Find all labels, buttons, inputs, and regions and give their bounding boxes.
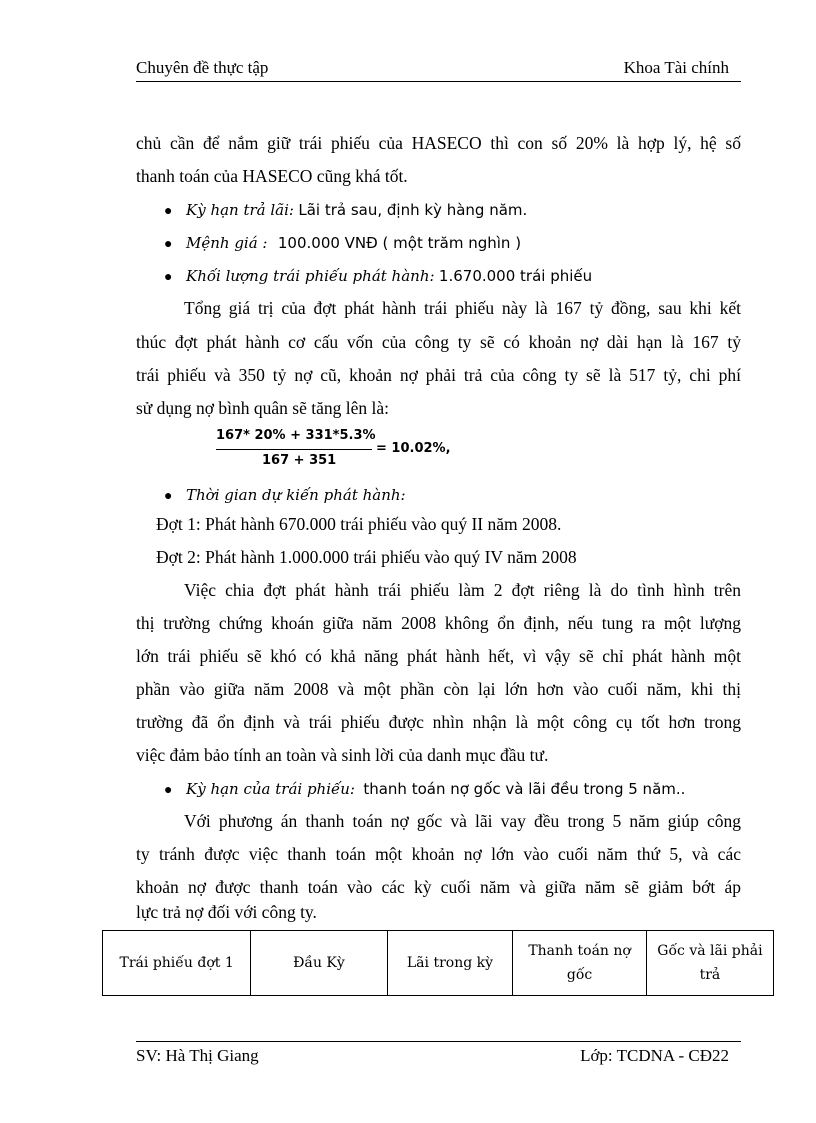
bullet-label: Kỳ hạn trả lãi: xyxy=(186,201,294,219)
bullet-icon: ● xyxy=(164,204,173,219)
p3-line6: việc đảm bảo tính an toàn và sinh lời của danh mục đầu tư. xyxy=(136,745,549,765)
p2-line3: trái phiếu và 350 tỷ nợ cũ, khoản nợ phải trả của công ty sẽ là 517 tỷ, chi phí xyxy=(136,365,741,385)
p4-line3: khoản nợ được thanh toán vào các kỳ cuối năm và giữa năm sẽ giảm bớt áp xyxy=(136,877,741,897)
p3-line4: phần vào giữa năm 2008 và một phần còn lại lớn hơn vào cuối năm, khi thị xyxy=(136,679,741,699)
bullet-label: Kỳ hạn của trái phiếu: xyxy=(186,780,355,798)
bullet-item-face-value xyxy=(186,232,521,253)
bullet-label: Khối lượng trái phiếu phát hành: xyxy=(186,267,435,285)
header-rule xyxy=(136,81,741,82)
issue-phase-2: Đợt 2: Phát hành 1.000.000 trái phiếu vào quý IV năm 2008 xyxy=(156,547,577,567)
p2-line2: thúc đợt phát hành cơ cấu vốn của công ty sẽ có khoản nợ dài hạn là 167 tỷ xyxy=(136,332,741,352)
p2-line1: Tổng giá trị của đợt phát hành trái phiếu này là 167 tỷ đồng, sau khi kết xyxy=(184,298,741,318)
p1-line2: thanh toán của HASECO cũng khá tốt. xyxy=(136,166,408,186)
p1-line1: chủ cần để nắm giữ trái phiếu của HASECO thì con số 20% là hợp lý, hệ số xyxy=(136,133,741,153)
bullet-value: thanh toán nợ gốc và lãi đều trong 5 năm.. xyxy=(363,780,686,798)
bullet-value: 100.000 VNĐ ( một trăm nghìn ) xyxy=(277,234,522,252)
footer-rule xyxy=(136,1041,741,1042)
bullet-value: Lãi trả sau, định kỳ hàng năm. xyxy=(298,201,528,219)
formula-numerator: 167* 20% + 331*5.3% xyxy=(216,428,376,443)
footer-left: SV: Hà Thị Giang xyxy=(136,1046,259,1065)
table-header-cell: Lãi trong kỳ xyxy=(387,931,513,996)
bullet-icon: ● xyxy=(164,489,173,504)
table-header-cell: Gốc và lãi phải trả xyxy=(646,931,773,996)
header-right: Khoa Tài chính xyxy=(623,58,729,77)
p2-line4: sử dụng nợ bình quân sẽ tăng lên là: xyxy=(136,398,390,418)
p3-line3: lớn trái phiếu sẽ khó có khả năng phát hành hết, vì vậy sẽ chỉ phát hành một xyxy=(136,646,741,666)
bullet-icon: ● xyxy=(164,783,173,798)
bullet-item-volume xyxy=(186,265,592,286)
bullet-label: Thời gian dự kiến phát hành: xyxy=(186,486,406,504)
repayment-table xyxy=(102,930,774,996)
bullet-item-issue-time xyxy=(186,484,406,505)
bullet-value: 1.670.000 trái phiếu xyxy=(438,267,593,285)
bullet-item-bond-term xyxy=(186,778,685,799)
p4-line4: lực trả nợ đối với công ty. xyxy=(136,902,317,922)
p3-line5: trường đã ổn định và trái phiếu được nhìn nhận là một công cụ tốt hơn trong xyxy=(136,712,741,732)
footer-right: Lớp: TCDNA - CĐ22 xyxy=(580,1046,729,1065)
page-footer xyxy=(136,1046,741,1068)
formula-result: = 10.02%, xyxy=(376,441,451,456)
page-header xyxy=(136,58,741,80)
bullet-icon: ● xyxy=(164,270,173,285)
bullet-icon: ● xyxy=(164,237,173,252)
formula-denominator: 167 + 351 xyxy=(262,453,337,468)
header-left: Chuyên đề thực tập xyxy=(136,58,269,77)
p4-line1: Với phương án thanh toán nợ gốc và lãi vay đều trong 5 năm giúp công xyxy=(184,811,741,831)
p3-line2: thị trường chứng khoán giữa năm 2008 không ổn định, nếu tung ra một lượng xyxy=(136,613,741,633)
table-header-cell: Đầu Kỳ xyxy=(251,931,387,996)
p3-line1: Việc chia đợt phát hành trái phiếu làm 2 đợt riêng là do tình hình trên xyxy=(184,580,741,600)
table-header-row xyxy=(103,931,774,996)
issue-phase-1: Đợt 1: Phát hành 670.000 trái phiếu vào quý II năm 2008. xyxy=(156,514,562,534)
bullet-item-interest-term xyxy=(186,199,527,220)
bullet-label: Mệnh giá : xyxy=(186,234,268,252)
table-header-cell: Thanh toán nợ gốc xyxy=(513,931,647,996)
p4-line2: ty tránh được việc thanh toán một khoản nợ lớn vào cuối năm thứ 5, và các xyxy=(136,844,741,864)
fraction-bar xyxy=(216,449,372,450)
table-header-cell: Trái phiếu đợt 1 xyxy=(103,931,251,996)
